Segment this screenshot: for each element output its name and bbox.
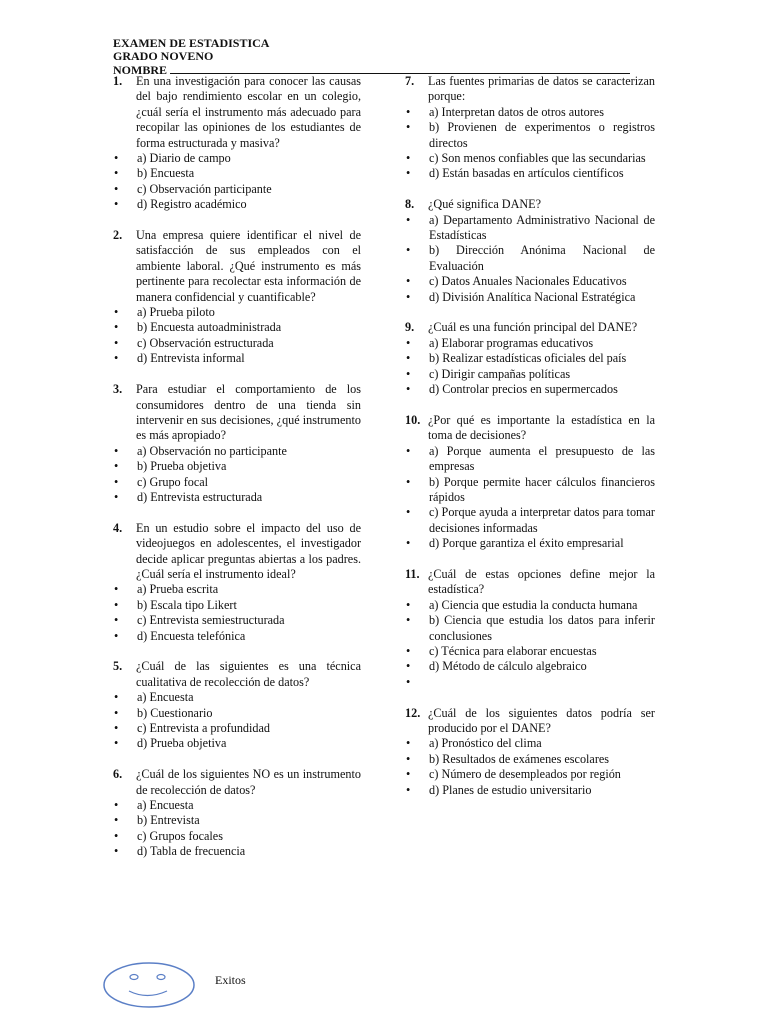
- question-number: 5.: [113, 659, 123, 674]
- bullet-icon: •: [114, 305, 119, 320]
- exam-title: EXAMEN DE ESTADISTICA: [113, 36, 270, 50]
- answer-option-text: b) Provienen de experimentos o registros directos: [429, 120, 655, 150]
- answer-option: [405, 120, 655, 151]
- answer-option: [113, 629, 361, 644]
- answer-option: [405, 105, 655, 120]
- left-column: [113, 74, 361, 875]
- answer-option: [405, 213, 655, 244]
- answer-option-text: a) Observación no participante: [137, 443, 287, 458]
- question-stem: [113, 228, 361, 305]
- answer-option-text: [429, 675, 655, 690]
- bullet-icon: •: [114, 597, 119, 612]
- answer-option-text: a) Pronóstico del clima: [429, 736, 542, 751]
- exam-grade: GRADO NOVENO: [113, 49, 214, 63]
- answer-option: [113, 706, 361, 721]
- answer-option-text: d) Controlar precios en supermercados: [429, 382, 618, 397]
- answer-option: [113, 690, 361, 705]
- answer-option: [405, 505, 655, 536]
- answer-option-text: b) Porque permite hacer cálculos financieros rápidos: [429, 474, 655, 504]
- bullet-icon: •: [406, 505, 411, 520]
- answer-option-text: d) División Analítica Nacional Estratégica: [429, 289, 636, 304]
- answer-option-text: d) Entrevista informal: [137, 351, 245, 366]
- question-1: [113, 74, 361, 213]
- bullet-icon: •: [406, 443, 411, 458]
- name-label: NOMBRE: [113, 63, 167, 77]
- question-number: 11.: [405, 566, 420, 581]
- question-9: [405, 320, 655, 397]
- bullet-icon: •: [114, 443, 119, 458]
- question-6: [113, 767, 361, 859]
- answer-option-text: c) Grupos focales: [137, 828, 223, 843]
- bullet-icon: •: [114, 798, 119, 813]
- smiley-face-icon: [101, 960, 197, 1010]
- answer-option-text: d) Entrevista estructurada: [137, 489, 263, 504]
- exam-header: [113, 37, 630, 77]
- answer-option-text: c) Observación estructurada: [137, 335, 274, 350]
- bullet-icon: •: [114, 582, 119, 597]
- answer-option-text: c) Entrevista a profundidad: [137, 721, 270, 735]
- question-number: 7.: [405, 74, 415, 88]
- answer-option: [405, 613, 655, 644]
- bullet-icon: •: [114, 151, 119, 166]
- answer-option: [405, 644, 655, 659]
- answer-option-text: c) Datos Anuales Nacionales Educativos: [429, 274, 627, 289]
- bullet-icon: •: [114, 705, 119, 720]
- question-number: 6.: [113, 767, 123, 782]
- question-text: Para estudiar el comportamiento de los consumidores dentro de una tienda sin intervenir en sus decisiones, ¿qué instrumento es más apropiado?: [136, 382, 361, 443]
- answer-option: [113, 598, 361, 613]
- question-stem: [113, 74, 361, 151]
- answer-option-text: c) Técnica para elaborar encuestas: [429, 643, 597, 658]
- bullet-icon: •: [406, 120, 411, 135]
- answer-option: [405, 783, 655, 798]
- answer-option: [113, 197, 361, 212]
- answer-option: [405, 367, 655, 382]
- question-stem: [113, 521, 361, 583]
- answer-option: [405, 767, 655, 782]
- answer-option-text: d) Encuesta telefónica: [137, 628, 246, 643]
- answer-option-text: a) Elaborar programas educativos: [429, 335, 594, 350]
- answer-option-text: a) Prueba piloto: [137, 305, 215, 320]
- question-number: 2.: [113, 228, 123, 243]
- answer-option-text: a) Interpretan datos de otros autores: [429, 104, 604, 119]
- question-5: [113, 659, 361, 751]
- bullet-icon: •: [114, 690, 119, 705]
- bullet-icon: •: [406, 351, 411, 366]
- bullet-icon: •: [406, 674, 411, 689]
- answer-option: [405, 274, 655, 289]
- answer-option-text: d) Tabla de frecuencia: [137, 844, 246, 859]
- question-number: 8.: [405, 197, 415, 212]
- question-2: [113, 228, 361, 367]
- question-4: [113, 521, 361, 644]
- bullet-icon: •: [114, 813, 119, 828]
- question-8: [405, 197, 655, 305]
- answer-option-text: a) Diario de campo: [137, 151, 231, 166]
- bullet-icon: •: [406, 382, 411, 397]
- question-stem: [405, 413, 655, 444]
- answer-option: [113, 582, 361, 597]
- question-number: 3.: [113, 382, 123, 397]
- answer-option: [405, 752, 655, 767]
- bullet-icon: •: [114, 736, 119, 751]
- answer-option: [405, 736, 655, 751]
- answer-option-text: d) Planes de estudio universitario: [429, 782, 592, 797]
- bullet-icon: •: [114, 166, 119, 181]
- answer-option: [405, 675, 655, 690]
- bullet-icon: •: [114, 613, 119, 628]
- bullet-icon: •: [114, 181, 119, 196]
- bullet-icon: •: [114, 489, 119, 504]
- bullet-icon: •: [114, 474, 119, 489]
- question-number: 1.: [113, 74, 123, 88]
- answer-option-text: b) Escala tipo Likert: [137, 597, 237, 612]
- answer-option: [113, 182, 361, 197]
- answer-option: [405, 444, 655, 475]
- answer-option-text: a) Ciencia que estudia la conducta humana: [429, 597, 638, 612]
- bullet-icon: •: [114, 828, 119, 843]
- bullet-icon: •: [406, 613, 411, 628]
- answer-option: [405, 598, 655, 613]
- question-text: En una investigación para conocer las causas del bajo rendimiento escolar en un colegio, ¿cuál sería el instrumento más adecuado para recopilar las opiniones de los estudiantes de forma estructurada y masiva?: [136, 74, 361, 150]
- question-stem: [113, 767, 361, 798]
- question-stem: [113, 659, 361, 690]
- footer-label: Exitos: [215, 973, 246, 987]
- answer-option-text: d) Porque garantiza el éxito empresarial: [429, 536, 624, 551]
- answer-option: [405, 659, 655, 674]
- answer-option: [405, 351, 655, 366]
- bullet-icon: •: [114, 721, 119, 735]
- answer-option: [113, 613, 361, 628]
- answer-option-text: c) Dirigir campañas políticas: [429, 366, 571, 381]
- question-number: 4.: [113, 520, 123, 535]
- bullet-icon: •: [406, 736, 411, 751]
- bullet-icon: •: [406, 767, 411, 782]
- question-stem: [405, 74, 655, 105]
- question-3: [113, 382, 361, 505]
- answer-option: [405, 290, 655, 305]
- question-text: Las fuentes primarias de datos se caracterizan porque:: [428, 74, 655, 104]
- name-blank-line: [170, 63, 630, 74]
- answer-option-text: c) Porque ayuda a interpretar datos para tomar decisiones informadas: [429, 505, 655, 535]
- answer-option: [113, 166, 361, 181]
- answer-option-text: b) Entrevista: [137, 813, 200, 828]
- answer-option-text: b) Realizar estadísticas oficiales del país: [429, 351, 627, 366]
- answer-option-text: c) Observación participante: [137, 181, 272, 196]
- bullet-icon: •: [406, 751, 411, 766]
- bullet-icon: •: [114, 628, 119, 643]
- answer-option: [113, 829, 361, 844]
- answer-option: [113, 813, 361, 828]
- question-stem: [113, 382, 361, 444]
- answer-option-text: b) Encuesta: [137, 166, 195, 181]
- bullet-icon: •: [114, 197, 119, 212]
- answer-option-text: b) Dirección Anónima Nacional de Evaluación: [429, 243, 655, 273]
- bullet-icon: •: [406, 643, 411, 658]
- right-column: [405, 74, 655, 813]
- answer-option-text: a) Encuesta: [137, 690, 194, 705]
- bullet-icon: •: [406, 212, 411, 227]
- answer-option: [113, 459, 361, 474]
- answer-option-text: b) Cuestionario: [137, 705, 213, 720]
- question-11: [405, 567, 655, 690]
- question-number: 9.: [405, 320, 415, 335]
- question-12: [405, 706, 655, 798]
- question-stem: [405, 197, 655, 212]
- answer-option-text: c) Entrevista semiestructurada: [137, 613, 285, 628]
- question-number: 10.: [405, 412, 421, 427]
- question-10: [405, 413, 655, 552]
- answer-option: [113, 490, 361, 505]
- answer-option: [113, 736, 361, 751]
- bullet-icon: •: [406, 782, 411, 797]
- bullet-icon: •: [406, 166, 411, 181]
- question-number: 12.: [405, 705, 421, 720]
- bullet-icon: •: [114, 335, 119, 350]
- bullet-icon: •: [114, 351, 119, 366]
- answer-option-text: c) Son menos confiables que las secundarias: [429, 151, 646, 166]
- question-text: ¿Cuál de los siguientes datos podría ser producido por el DANE?: [428, 705, 655, 735]
- answer-option-text: b) Ciencia que estudia los datos para inferir conclusiones: [429, 613, 655, 643]
- answer-option: [113, 351, 361, 366]
- answer-option: [113, 151, 361, 166]
- answer-option: [405, 166, 655, 181]
- bullet-icon: •: [406, 274, 411, 289]
- answer-option-text: b) Resultados de exámenes escolares: [429, 751, 610, 766]
- answer-option-text: a) Encuesta: [137, 798, 194, 813]
- bullet-icon: •: [114, 844, 119, 859]
- question-text: ¿Por qué es importante la estadística en la toma de decisiones?: [428, 412, 655, 443]
- answer-option: [405, 382, 655, 397]
- answer-option-text: d) Están basadas en artículos científicos: [429, 166, 624, 181]
- answer-option: [113, 721, 361, 736]
- answer-option: [113, 305, 361, 320]
- answer-option-text: d) Prueba objetiva: [137, 736, 227, 751]
- question-stem: [405, 320, 655, 335]
- question-stem: [405, 567, 655, 598]
- answer-option-text: a) Porque aumenta el presupuesto de las empresas: [429, 443, 655, 474]
- bullet-icon: •: [406, 474, 411, 489]
- answer-option-text: c) Número de desempleados por región: [429, 767, 621, 782]
- question-text: Una empresa quiere identificar el nivel de satisfacción de sus empleados con el ambiente laboral. ¿Qué instrumento es más pertinente para recolectar esta información de manera confidencial y cuantificable?: [136, 228, 361, 304]
- answer-option: [113, 444, 361, 459]
- question-text: ¿Cuál de los siguientes NO es un instrumento de recolección de datos?: [136, 767, 361, 797]
- bullet-icon: •: [406, 335, 411, 350]
- answer-option: [113, 320, 361, 335]
- answer-option-text: a) Departamento Administrativo Nacional de Estadísticas: [429, 212, 655, 243]
- question-7: [405, 74, 655, 182]
- bullet-icon: •: [406, 289, 411, 304]
- question-text: ¿Cuál de las siguientes es una técnica cualitativa de recolección de datos?: [136, 659, 361, 689]
- bullet-icon: •: [406, 597, 411, 612]
- bullet-icon: •: [406, 104, 411, 119]
- answer-option: [405, 475, 655, 506]
- answer-option-text: d) Registro académico: [137, 197, 247, 212]
- bullet-icon: •: [406, 243, 411, 258]
- bullet-icon: •: [114, 459, 119, 474]
- answer-option-text: d) Método de cálculo algebraico: [429, 659, 587, 674]
- question-text: En un estudio sobre el impacto del uso de videojuegos en adolescentes, el investigador decide aplicar preguntas abiertas a los padres. ¿Cuál sería el instrumento ideal?: [136, 520, 361, 581]
- answer-option: [113, 798, 361, 813]
- answer-option: [113, 844, 361, 859]
- bullet-icon: •: [114, 320, 119, 335]
- answer-option: [405, 536, 655, 551]
- bullet-icon: •: [406, 151, 411, 166]
- answer-option: [405, 151, 655, 166]
- question-text: ¿Cuál es una función principal del DANE?: [428, 320, 638, 335]
- answer-option: [113, 475, 361, 490]
- bullet-icon: •: [406, 366, 411, 381]
- question-stem: [405, 706, 655, 737]
- question-text: ¿Qué significa DANE?: [428, 197, 542, 212]
- answer-option-text: a) Prueba escrita: [137, 582, 219, 597]
- bullet-icon: •: [406, 536, 411, 551]
- answer-option-text: b) Prueba objetiva: [137, 459, 227, 474]
- answer-option-text: b) Encuesta autoadministrada: [137, 320, 282, 335]
- answer-option: [405, 336, 655, 351]
- bullet-icon: •: [406, 659, 411, 674]
- question-text: ¿Cuál de estas opciones define mejor la estadística?: [428, 566, 655, 597]
- answer-option-text: c) Grupo focal: [137, 474, 209, 489]
- answer-option: [113, 336, 361, 351]
- answer-option: [405, 243, 655, 274]
